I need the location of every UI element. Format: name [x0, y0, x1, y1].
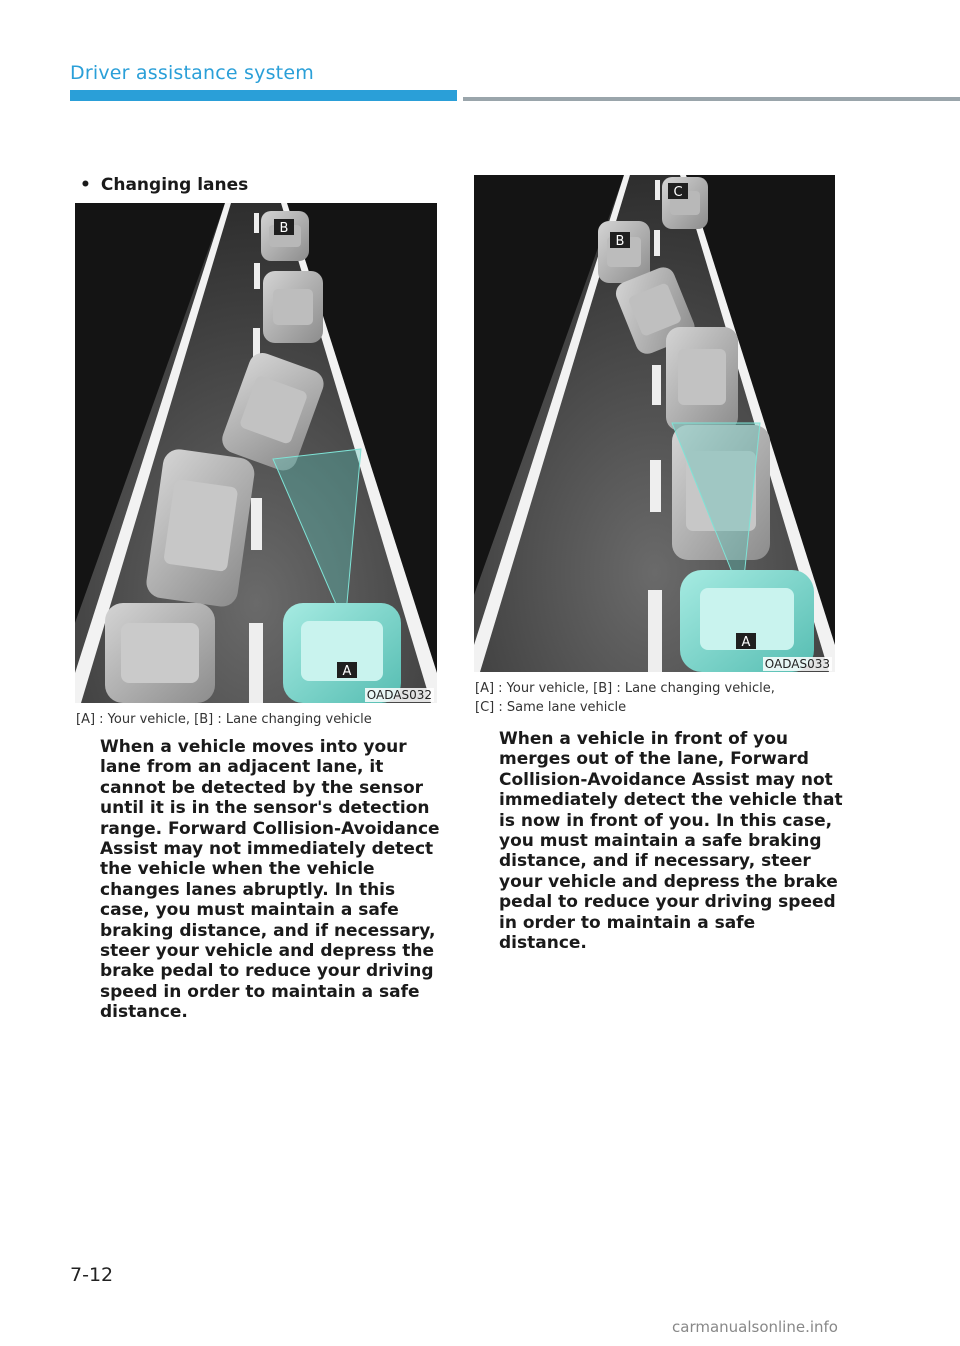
- body-paragraph: When a vehicle in front of you merges out of the lane, Forward Collision-Avoidance Assist may not immediately detect the vehicle that is now in front of you. In this case, you must maintain a safe braking distance, and if necessary, steer your vehicle and depress the brake pedal to reduce your driving speed in order to maintain a safe distance.: [499, 729, 843, 954]
- heading-text: Changing lanes: [100, 175, 249, 195]
- svg-text:B: B: [615, 234, 625, 249]
- header-rule-accent: [70, 90, 457, 101]
- figure-caption: [A] : Your vehicle, [B] : Lane changing vehicle: [76, 712, 372, 727]
- figure-code: OADAS032: [366, 688, 432, 702]
- figure-lane-change: [75, 203, 437, 703]
- vehicle-b: [261, 211, 309, 261]
- figure-code: OADAS033: [764, 657, 830, 671]
- vehicle-b: [598, 221, 650, 283]
- marker-c: [668, 183, 688, 200]
- caption-line-1: [A] : Your vehicle, [B] : Lane changing vehicle,: [475, 681, 775, 696]
- marker-a: [337, 662, 357, 679]
- header-rule-gray: [463, 97, 960, 101]
- body-paragraph: When a vehicle moves into your lane from an adjacent lane, it cannot be detected by the sensor until it is in the sensor's detection range. Forward Collision-Avoidance Assist may not immediately detect the vehicle when the vehicle changes lanes abruptly. In this case, you must maintain a safe braking distance, and if necessary, steer your vehicle and depress the brake pedal to reduce your driving speed in order to maintain a safe distance.: [100, 737, 440, 1023]
- bullet-heading: [80, 175, 248, 195]
- svg-text:C: C: [673, 185, 683, 200]
- marker-b: [274, 219, 294, 236]
- lane-change-illustration: [75, 203, 437, 703]
- marker-b: [610, 232, 630, 249]
- figure-caption: [475, 679, 845, 717]
- marker-a: [736, 633, 756, 650]
- page-number: 7-12: [70, 1264, 114, 1286]
- svg-text:A: A: [342, 664, 352, 679]
- figure-merge-out: [474, 175, 835, 672]
- section-title: Driver assistance system: [70, 62, 314, 84]
- watermark-link[interactable]: carmanualsonline.info: [672, 1318, 838, 1336]
- svg-text:A: A: [741, 635, 751, 650]
- svg-text:B: B: [279, 221, 289, 236]
- merge-out-illustration: [474, 175, 835, 672]
- caption-line-2: [C] : Same lane vehicle: [475, 700, 627, 715]
- bullet-glyph: •: [80, 175, 91, 195]
